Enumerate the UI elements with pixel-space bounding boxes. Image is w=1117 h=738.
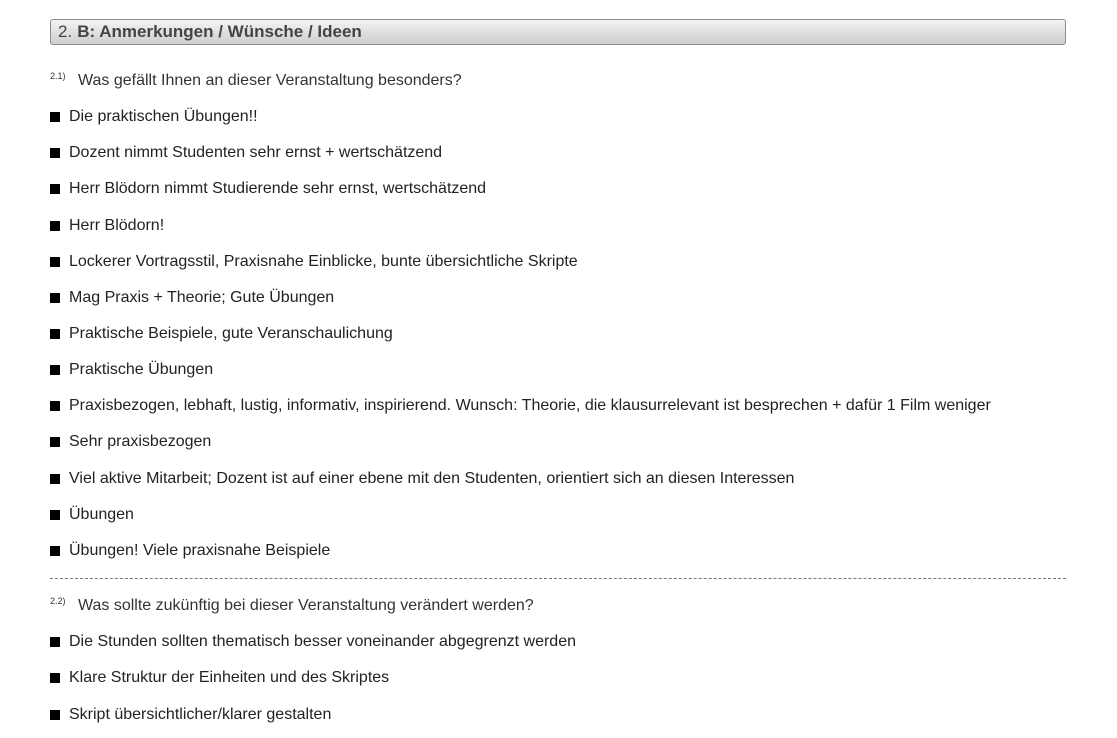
- section-title: B: Anmerkungen / Wünsche / Ideen: [77, 22, 362, 41]
- square-bullet-icon: [50, 474, 60, 484]
- dashed-divider: [50, 578, 1066, 579]
- answer-item: [50, 323, 393, 345]
- answer-text: Skript übersichtlicher/klarer gestalten: [69, 706, 332, 723]
- square-bullet-icon: [50, 257, 60, 267]
- answer-text: Praxisbezogen, lebhaft, lustig, informativ, inspirierend. Wunsch: Theorie, die klausurrelevant ist besprechen + dafür 1 Film weniger: [69, 397, 991, 414]
- square-bullet-icon: [50, 365, 60, 375]
- answer-item: [50, 287, 334, 309]
- square-bullet-icon: [50, 637, 60, 647]
- answer-item: [50, 142, 442, 164]
- square-bullet-icon: [50, 112, 60, 122]
- answer-item: [50, 468, 794, 490]
- answer-text: Praktische Übungen: [69, 361, 214, 378]
- answer-item: [50, 431, 211, 453]
- answer-item: [50, 178, 486, 200]
- question-number: 2.1): [50, 71, 66, 81]
- answer-text: Übungen! Viele praxisnahe Beispiele: [69, 542, 331, 559]
- answer-item: [50, 251, 578, 273]
- square-bullet-icon: [50, 510, 60, 520]
- square-bullet-icon: [50, 148, 60, 158]
- question-text: Was sollte zukünftig bei dieser Veranstaltung verändert werden?: [78, 597, 534, 614]
- answer-text: Die praktischen Übungen!!: [69, 108, 258, 125]
- section-header: [50, 19, 1066, 45]
- answer-text: Praktische Beispiele, gute Veranschaulichung: [69, 325, 393, 342]
- section-number: 2.: [58, 22, 73, 41]
- answer-item: [50, 359, 213, 381]
- question-2-1: [50, 70, 462, 92]
- answer-text: Übungen: [69, 506, 134, 523]
- square-bullet-icon: [50, 221, 60, 231]
- question-text: Was gefällt Ihnen an dieser Veranstaltung besonders?: [78, 72, 462, 89]
- answer-item: [50, 704, 331, 726]
- square-bullet-icon: [50, 184, 60, 194]
- square-bullet-icon: [50, 546, 60, 556]
- answer-item: [50, 215, 164, 237]
- answer-text: Die Stunden sollten thematisch besser voneinander abgegrenzt werden: [69, 633, 576, 650]
- answer-item: [50, 540, 330, 562]
- answer-text: Viel aktive Mitarbeit; Dozent ist auf einer ebene mit den Studenten, orientiert sich an diesen Interessen: [69, 470, 795, 487]
- question-number: 2.2): [50, 596, 66, 606]
- square-bullet-icon: [50, 437, 60, 447]
- answer-text: Dozent nimmt Studenten sehr ernst + wertschätzend: [69, 144, 443, 161]
- square-bullet-icon: [50, 673, 60, 683]
- answer-text: Mag Praxis + Theorie; Gute Übungen: [69, 289, 335, 306]
- square-bullet-icon: [50, 710, 60, 720]
- square-bullet-icon: [50, 293, 60, 303]
- answer-text: Lockerer Vortragsstil, Praxisnahe Einblicke, bunte übersichtliche Skripte: [69, 253, 578, 270]
- answer-text: Herr Blödorn!: [69, 217, 165, 234]
- answer-text: Sehr praxisbezogen: [69, 433, 212, 450]
- answer-item: [50, 106, 258, 128]
- answer-text: Herr Blödorn nimmt Studierende sehr ernst, wertschätzend: [69, 180, 487, 197]
- answer-item: [50, 631, 576, 653]
- square-bullet-icon: [50, 329, 60, 339]
- answer-text: Klare Struktur der Einheiten und des Skriptes: [69, 669, 390, 686]
- question-2-2: [50, 595, 534, 617]
- answer-item: [50, 504, 134, 526]
- square-bullet-icon: [50, 401, 60, 411]
- answer-item: [50, 395, 991, 417]
- answer-item: [50, 667, 389, 689]
